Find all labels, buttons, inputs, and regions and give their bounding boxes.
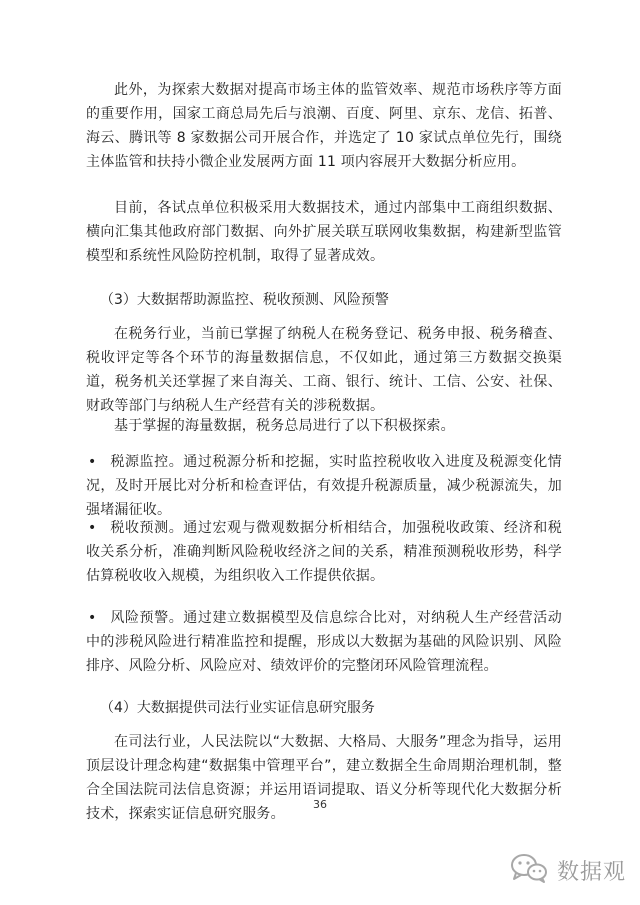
section-heading-3: （3）大数据帮助源监控、税收预测、风险预警 [100, 292, 389, 308]
watermark [509, 852, 626, 888]
bullet-text: 税收预测。通过宏观与微观数据分析相结合，加强税收政策、经济和税收关系分析，准确判断风险税收经济之间的关系，精准预测税收形势，科学估算税收收入规模，为组织收入工作提供依据。 [86, 520, 562, 584]
bullet-text: 风险预警。通过建立数据模型及信息综合比对，对纳税人生产经营活动中的涉税风险进行精准监控和提醒，形成以大数据为基础的风险识别、风险排序、风险分析、风险应对、绩效评价的完整闭环风险管理流程。 [86, 610, 562, 674]
bullet-marker: • [88, 610, 97, 626]
bullet-tax-source-monitoring [86, 450, 562, 522]
section-heading-4: （4）大数据提供司法行业实证信息研究服务 [100, 700, 375, 716]
bullet-marker: • [88, 454, 97, 470]
wechat-icon [509, 852, 549, 888]
bullet-text: 税源监控。通过税源分析和挖掘，实时监控税收收入进度及税源变化情况，及时开展比对分析和检查评估，有效提升税源质量，减少税源流失，加强堵漏征收。 [86, 454, 562, 518]
paragraph-tax: 在税务行业，当前已掌握了纳税人在税务登记、税务申报、税务稽查、税收评定等各个环节的海量数据信息，不仅如此，通过第三方数据交换渠道，税务机关还掌握了来自海关、工商、银行、统计、工信、公安、社保、财政等部门与纳税人生产经营有关的涉税数据。 [86, 326, 562, 414]
bullet-marker: • [88, 520, 97, 536]
paragraph-intro: 此外，为探索大数据对提高市场主体的监管效率、规范市场秩序等方面的重要作用，国家工商总局先后与浪潮、百度、阿里、京东、龙信、拓普、海云、腾讯等 8 家数据公司开展合作，并选定了 10 家试点单位先行，围绕主体监管和扶持小微企业发展两方面 11 项内容展开大数据分析应用。 [86, 82, 562, 170]
page-number: 36 [313, 798, 327, 811]
paragraph-results: 目前，各试点单位积极采用大数据技术，通过内部集中工商组织数据、横向汇集其他政府部门数据、向外扩展关联互联网收集数据，构建新型监管模型和系统性风险防控机制，取得了显著成效。 [86, 200, 562, 264]
paragraph-judicial: 在司法行业，人民法院以“大数据、大格局、大服务”理念为指导，运用顶层设计理念构建“数据集中管理平台”，建立数据全生命周期治理机制，整合全国法院司法信息资源；并运用语词提取、语义分析等现代化大数据分析技术，探索实证信息研究服务。 [86, 734, 562, 822]
paragraph-exploration: 基于掌握的海量数据，税务总局进行了以下积极探索。 [114, 418, 455, 434]
bullet-risk-warning [86, 606, 562, 678]
watermark-text: 数据观 [556, 859, 626, 885]
bullet-tax-forecast [86, 516, 562, 588]
